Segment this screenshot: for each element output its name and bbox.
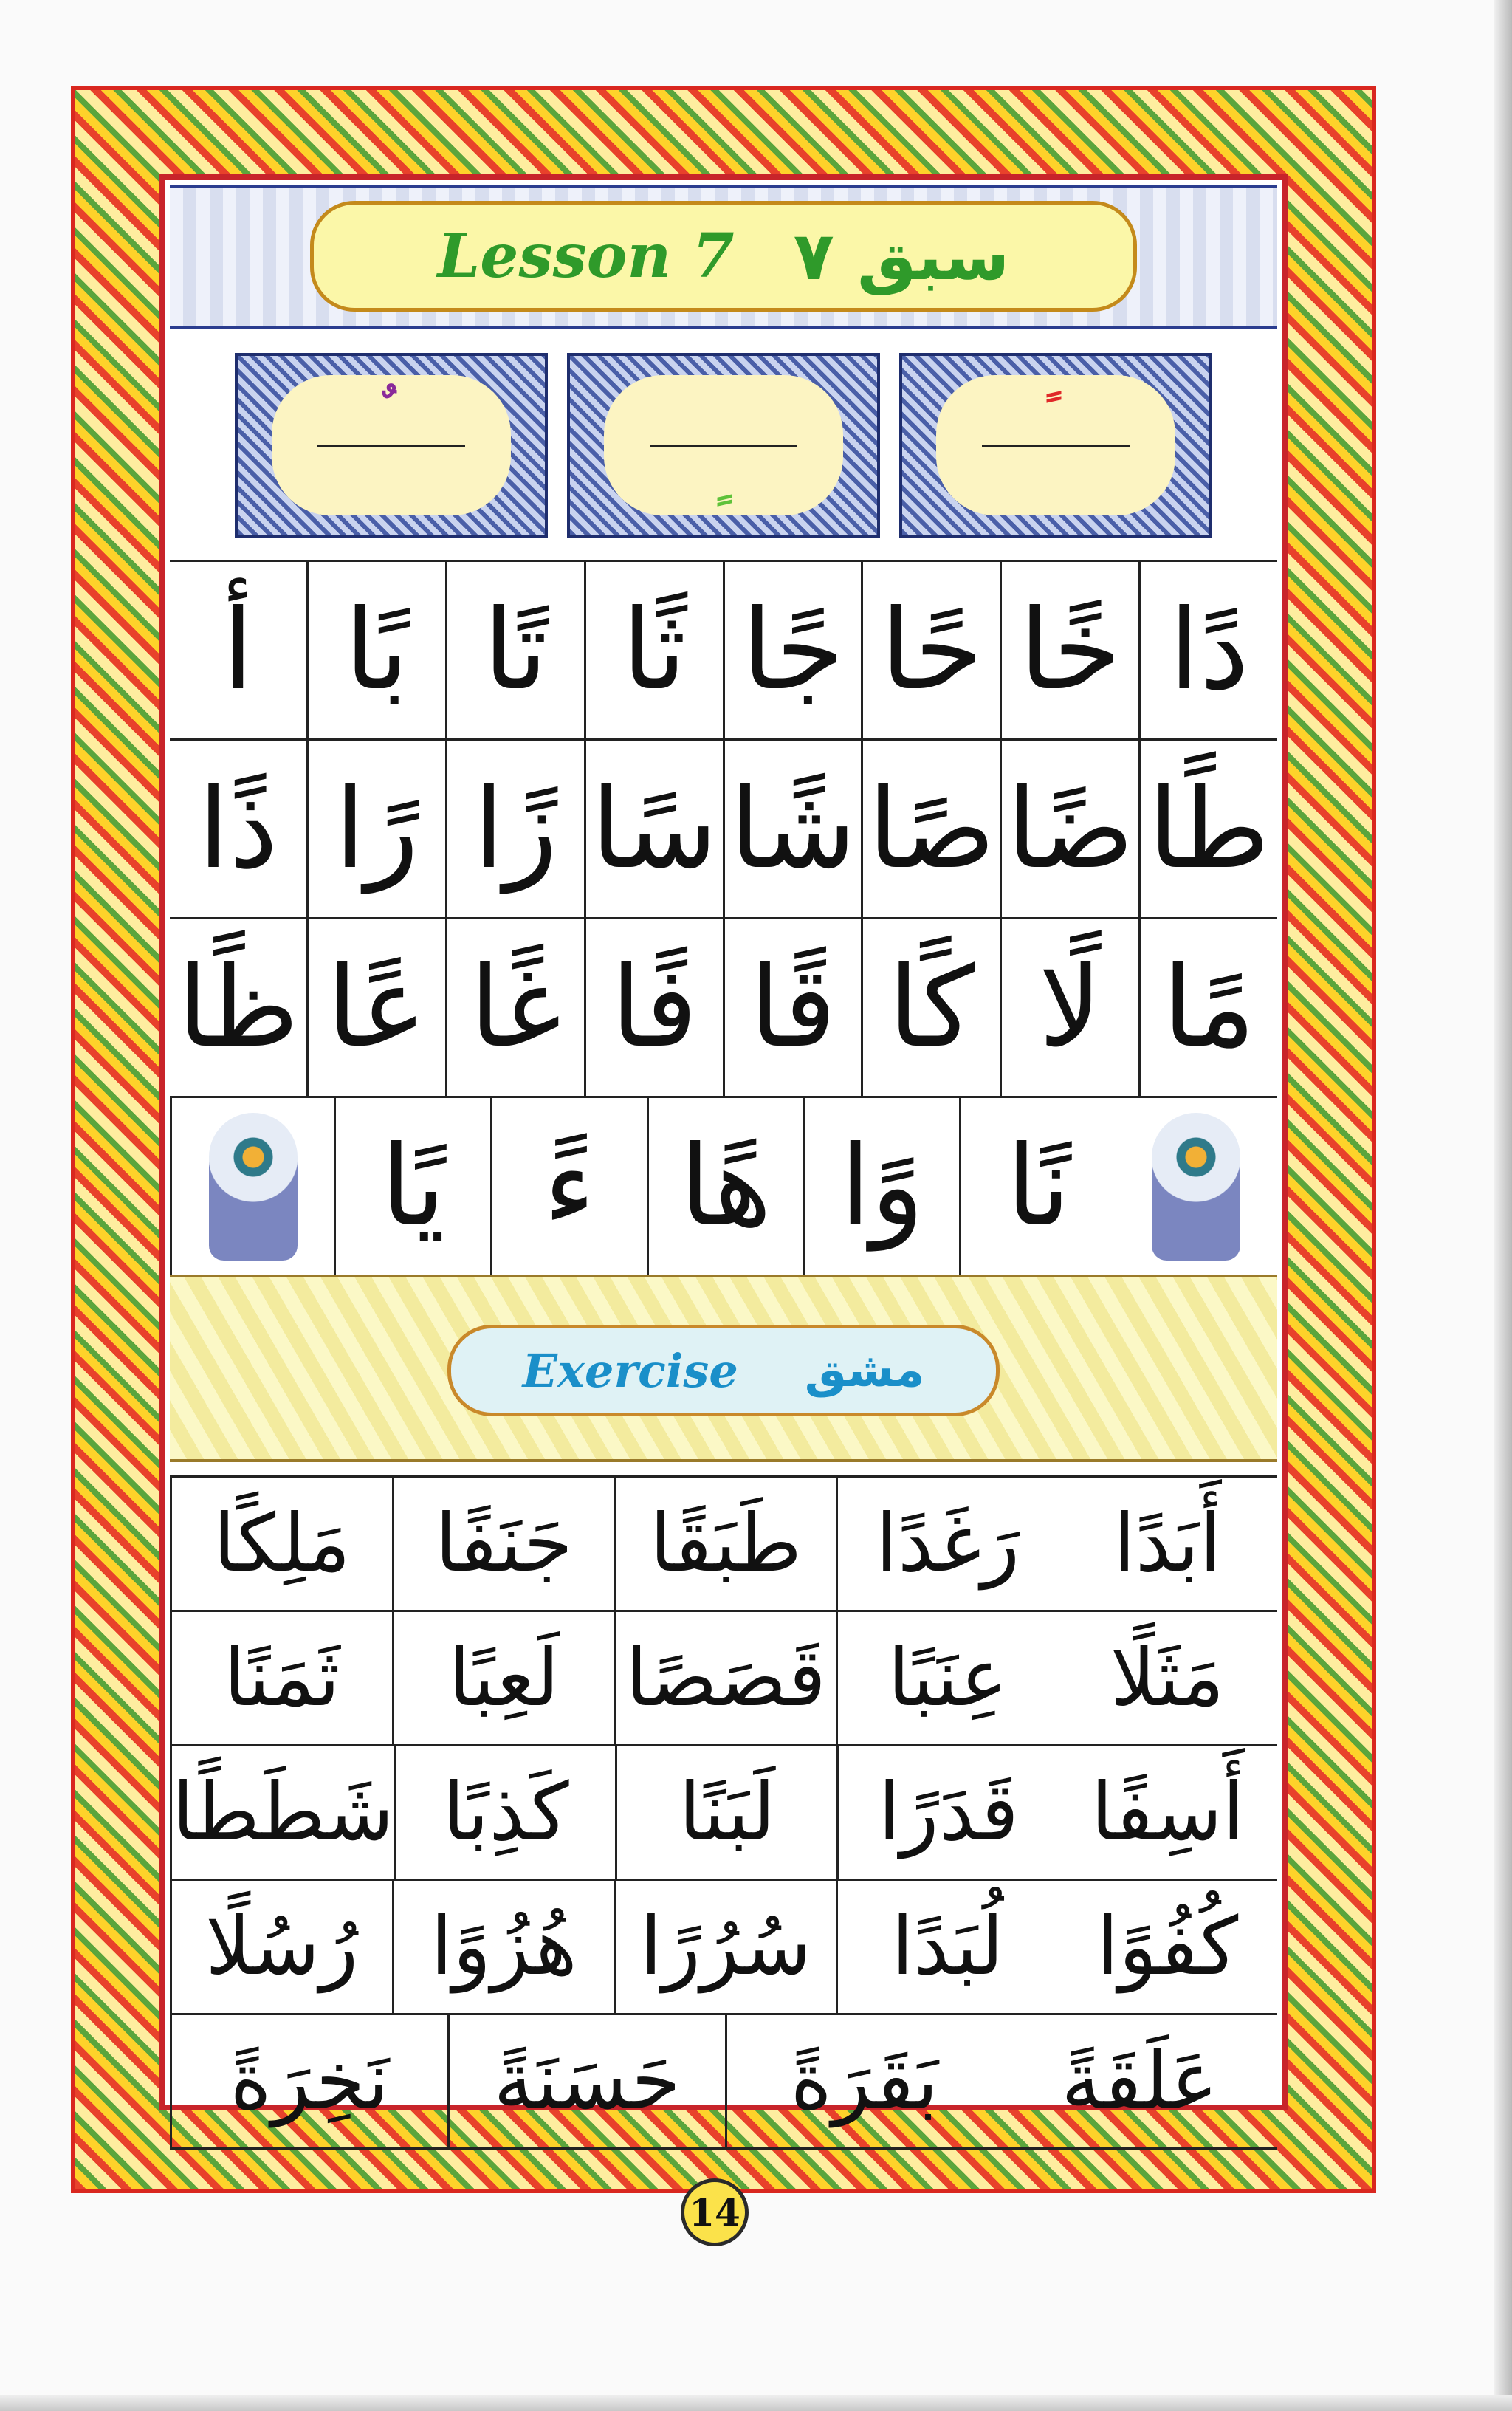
word-cell: ثَمَنًا [170, 1612, 392, 1744]
lesson-title-arabic: سبق ۷ [793, 217, 1010, 295]
word-cell: عِنَبًا [836, 1612, 1058, 1744]
lesson-header-band [170, 185, 1277, 329]
words-row [170, 1478, 1277, 1612]
word-cell: بَقَرَةً [725, 2015, 1003, 2147]
word-cell: رَغَدًا [836, 1478, 1058, 1610]
letters-row [170, 919, 1277, 1098]
floral-ornament-icon [170, 1098, 334, 1275]
letter-cell: ءً [490, 1098, 647, 1275]
word-cell: هُزُوًا [392, 1881, 614, 2013]
letter-cell: سًا [584, 741, 723, 917]
letter-cell: صًا [861, 741, 1000, 917]
word-cell: أَبَدًا [1113, 1498, 1222, 1590]
exercise-words-grid [170, 1475, 1277, 2150]
sign-underline [982, 445, 1130, 447]
word-cell: جَنَفًا [392, 1478, 614, 1610]
letter-cell: زًا [445, 741, 584, 917]
word-cell: مَثَلًا [1110, 1632, 1225, 1724]
sign-underline [650, 445, 797, 447]
words-row [170, 1612, 1277, 1746]
letter-cell: طًا [1138, 741, 1277, 917]
letters-grid [170, 560, 1277, 1277]
word-cell: رُسُلًا [170, 1881, 392, 2013]
letters-row [170, 562, 1277, 741]
letter-cell: مًا [1138, 919, 1277, 1096]
word-cell: نَخِرَةً [170, 2015, 447, 2147]
words-row [170, 1881, 1277, 2015]
sign-box-kasratan [567, 353, 880, 538]
letter-cell: حًا [861, 562, 1000, 738]
word-cell: مَلِكًا [170, 1478, 392, 1610]
word-cell: شَطَطًا [170, 1746, 394, 1879]
letter-cell: غًا [445, 919, 584, 1096]
letter-cell: رًا [306, 741, 445, 917]
letter-cell: عًا [306, 919, 445, 1096]
letter-cell: كًا [861, 919, 1000, 1096]
floral-ornament-icon [1116, 1098, 1277, 1275]
sign-box-fathatan [899, 353, 1212, 538]
page-edge-shadow [1494, 0, 1512, 2411]
letter-cell: خًا [1000, 562, 1138, 738]
word-cell: سُرُرًا [614, 1881, 836, 2013]
lesson-content [170, 185, 1277, 2127]
word-cell: أَسِفًا [1090, 1766, 1245, 1859]
word-cell: طَبَقًا [614, 1478, 836, 1610]
letter-cell: هًا [647, 1098, 803, 1275]
word-cell: عَلَقَةً [1061, 2035, 1218, 2127]
word-cell: قَصَصًا [614, 1612, 836, 1744]
exercise-title-plaque [447, 1325, 1000, 1416]
word-cell: لَعِبًا [392, 1612, 614, 1744]
sign-box-dammatan [235, 353, 548, 538]
word-cell: حَسَنَةً [447, 2015, 725, 2147]
word-cell: كَذِبًا [394, 1746, 616, 1879]
letter-cell: يًا [334, 1098, 490, 1275]
word-cell: كُفُوًا [1096, 1901, 1239, 1993]
letter-cell: فًا [584, 919, 723, 1096]
letter-cell: وًا [803, 1098, 959, 1275]
letter-cell: شًا [723, 741, 862, 917]
word-cell: لَبَنًا [615, 1746, 836, 1879]
lesson-title: Lesson 7 [437, 221, 735, 292]
letter-cell: نًا [959, 1098, 1116, 1275]
letter-cell: دًا [1138, 562, 1277, 738]
page-bottom-shadow [0, 2395, 1512, 2411]
letter-cell: قًا [723, 919, 862, 1096]
tanween-signs [235, 353, 1212, 538]
letters-row-last [170, 1098, 1277, 1277]
letter-cell: ظًا [176, 943, 299, 1072]
words-row [170, 1746, 1277, 1881]
word-cell: لُبَدًا [836, 1881, 1058, 2013]
letter-cell: ذًا [198, 764, 278, 894]
letter-cell: تًا [445, 562, 584, 738]
exercise-title: Exercise [522, 1343, 738, 1398]
exercise-header-band [170, 1275, 1277, 1462]
letter-cell: أ [222, 586, 254, 715]
exercise-title-arabic: مشق [804, 1343, 925, 1398]
lesson-title-plaque [310, 201, 1137, 312]
letter-cell: بًا [306, 562, 445, 738]
words-row-last [170, 2015, 1277, 2150]
page-number: 14 [681, 2178, 749, 2246]
letter-cell: ثًا [584, 562, 723, 738]
letter-cell: ضًا [1000, 741, 1138, 917]
sign-underline [317, 445, 465, 447]
letter-cell: لًا [1000, 919, 1138, 1096]
letters-row [170, 741, 1277, 919]
word-cell: قَدَرًا [836, 1746, 1058, 1879]
letter-cell: جًا [723, 562, 862, 738]
